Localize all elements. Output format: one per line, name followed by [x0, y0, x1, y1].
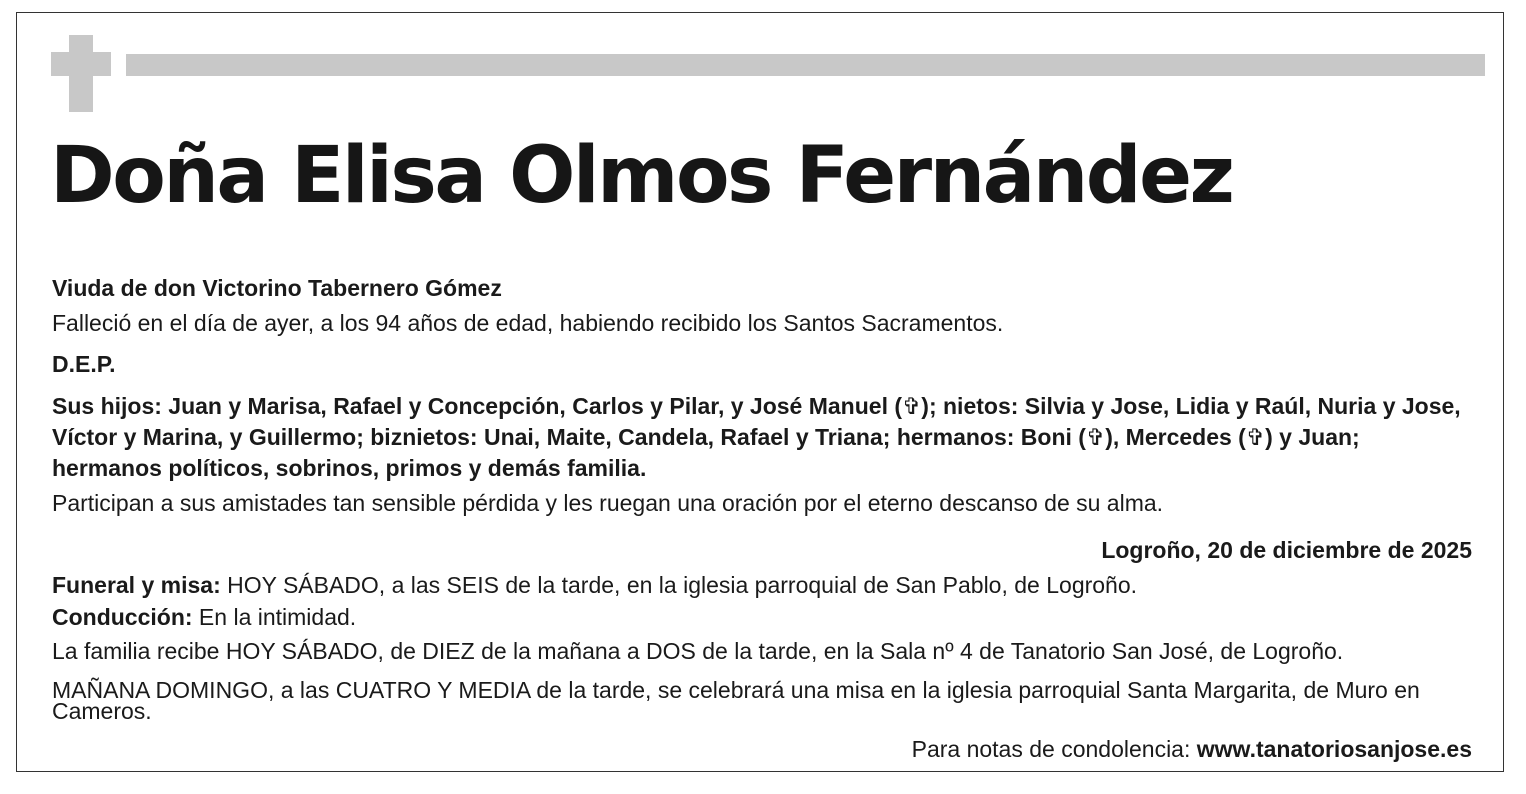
- mass-line: MAÑANA DOMINGO, a las CUATRO Y MEDIA de la tarde, se celebrará una misa en la iglesia parroquial Santa Margarita, de Muro en Cameros.: [52, 677, 1420, 724]
- cross-icon: ✞: [902, 394, 922, 420]
- condolence-link[interactable]: www.tanatoriosanjose.es: [1196, 736, 1472, 762]
- dep-line: D.E.P.: [52, 351, 116, 377]
- thanks-line: Participan a sus amistades tan sensible pérdida y les ruegan una oración por el eterno descanso de su alma.: [52, 490, 1164, 516]
- place-date: Logroño, 20 de diciembre de 2025: [1101, 537, 1472, 563]
- funeral-line: Funeral y misa: HOY SÁBADO, a las SEIS de la tarde, en la iglesia parroquial de San Pablo, de Logroño.: [52, 572, 1138, 598]
- family-paragraph: Sus hijos: Juan y Marisa, Rafael y Concepción, Carlos y Pilar, y José Manuel (✞); nietos: Silvia y Jose, Lidia y Raúl, Nuria y Jose, Víctor y Marina, y Guillermo; biznietos: Unai, Maite, Candela, Rafael y Triana; hermanos: Boni (✞), Mercedes (✞) y Juan; hermanos políticos, sobrinos, primos y demás familia.: [52, 393, 1461, 481]
- cross-icon: ✞: [1085, 425, 1106, 451]
- reception-line: La familia recibe HOY SÁBADO, de DIEZ de la mañana a DOS de la tarde, en la Sala nº 4 de Tanatorio San José, de Logroño.: [52, 638, 1344, 664]
- condolence-line: Para notas de condolencia: www.tanatoriosanjose.es: [911, 736, 1472, 762]
- cross-icon: ✞: [1245, 425, 1266, 451]
- death-line: Falleció en el día de ayer, a los 94 años de edad, habiendo recibido los Santos Sacramentos.: [52, 310, 1004, 336]
- deceased-name: Doña Elisa Olmos Fernández: [50, 131, 1233, 221]
- funeral-label: Funeral y misa:: [52, 572, 221, 598]
- header-rule: [126, 54, 1485, 76]
- conduction-label: Conducción:: [52, 604, 193, 630]
- widow-line: Viuda de don Victorino Tabernero Gómez: [52, 275, 502, 301]
- conduction-line: Conducción: En la intimidad.: [52, 604, 357, 630]
